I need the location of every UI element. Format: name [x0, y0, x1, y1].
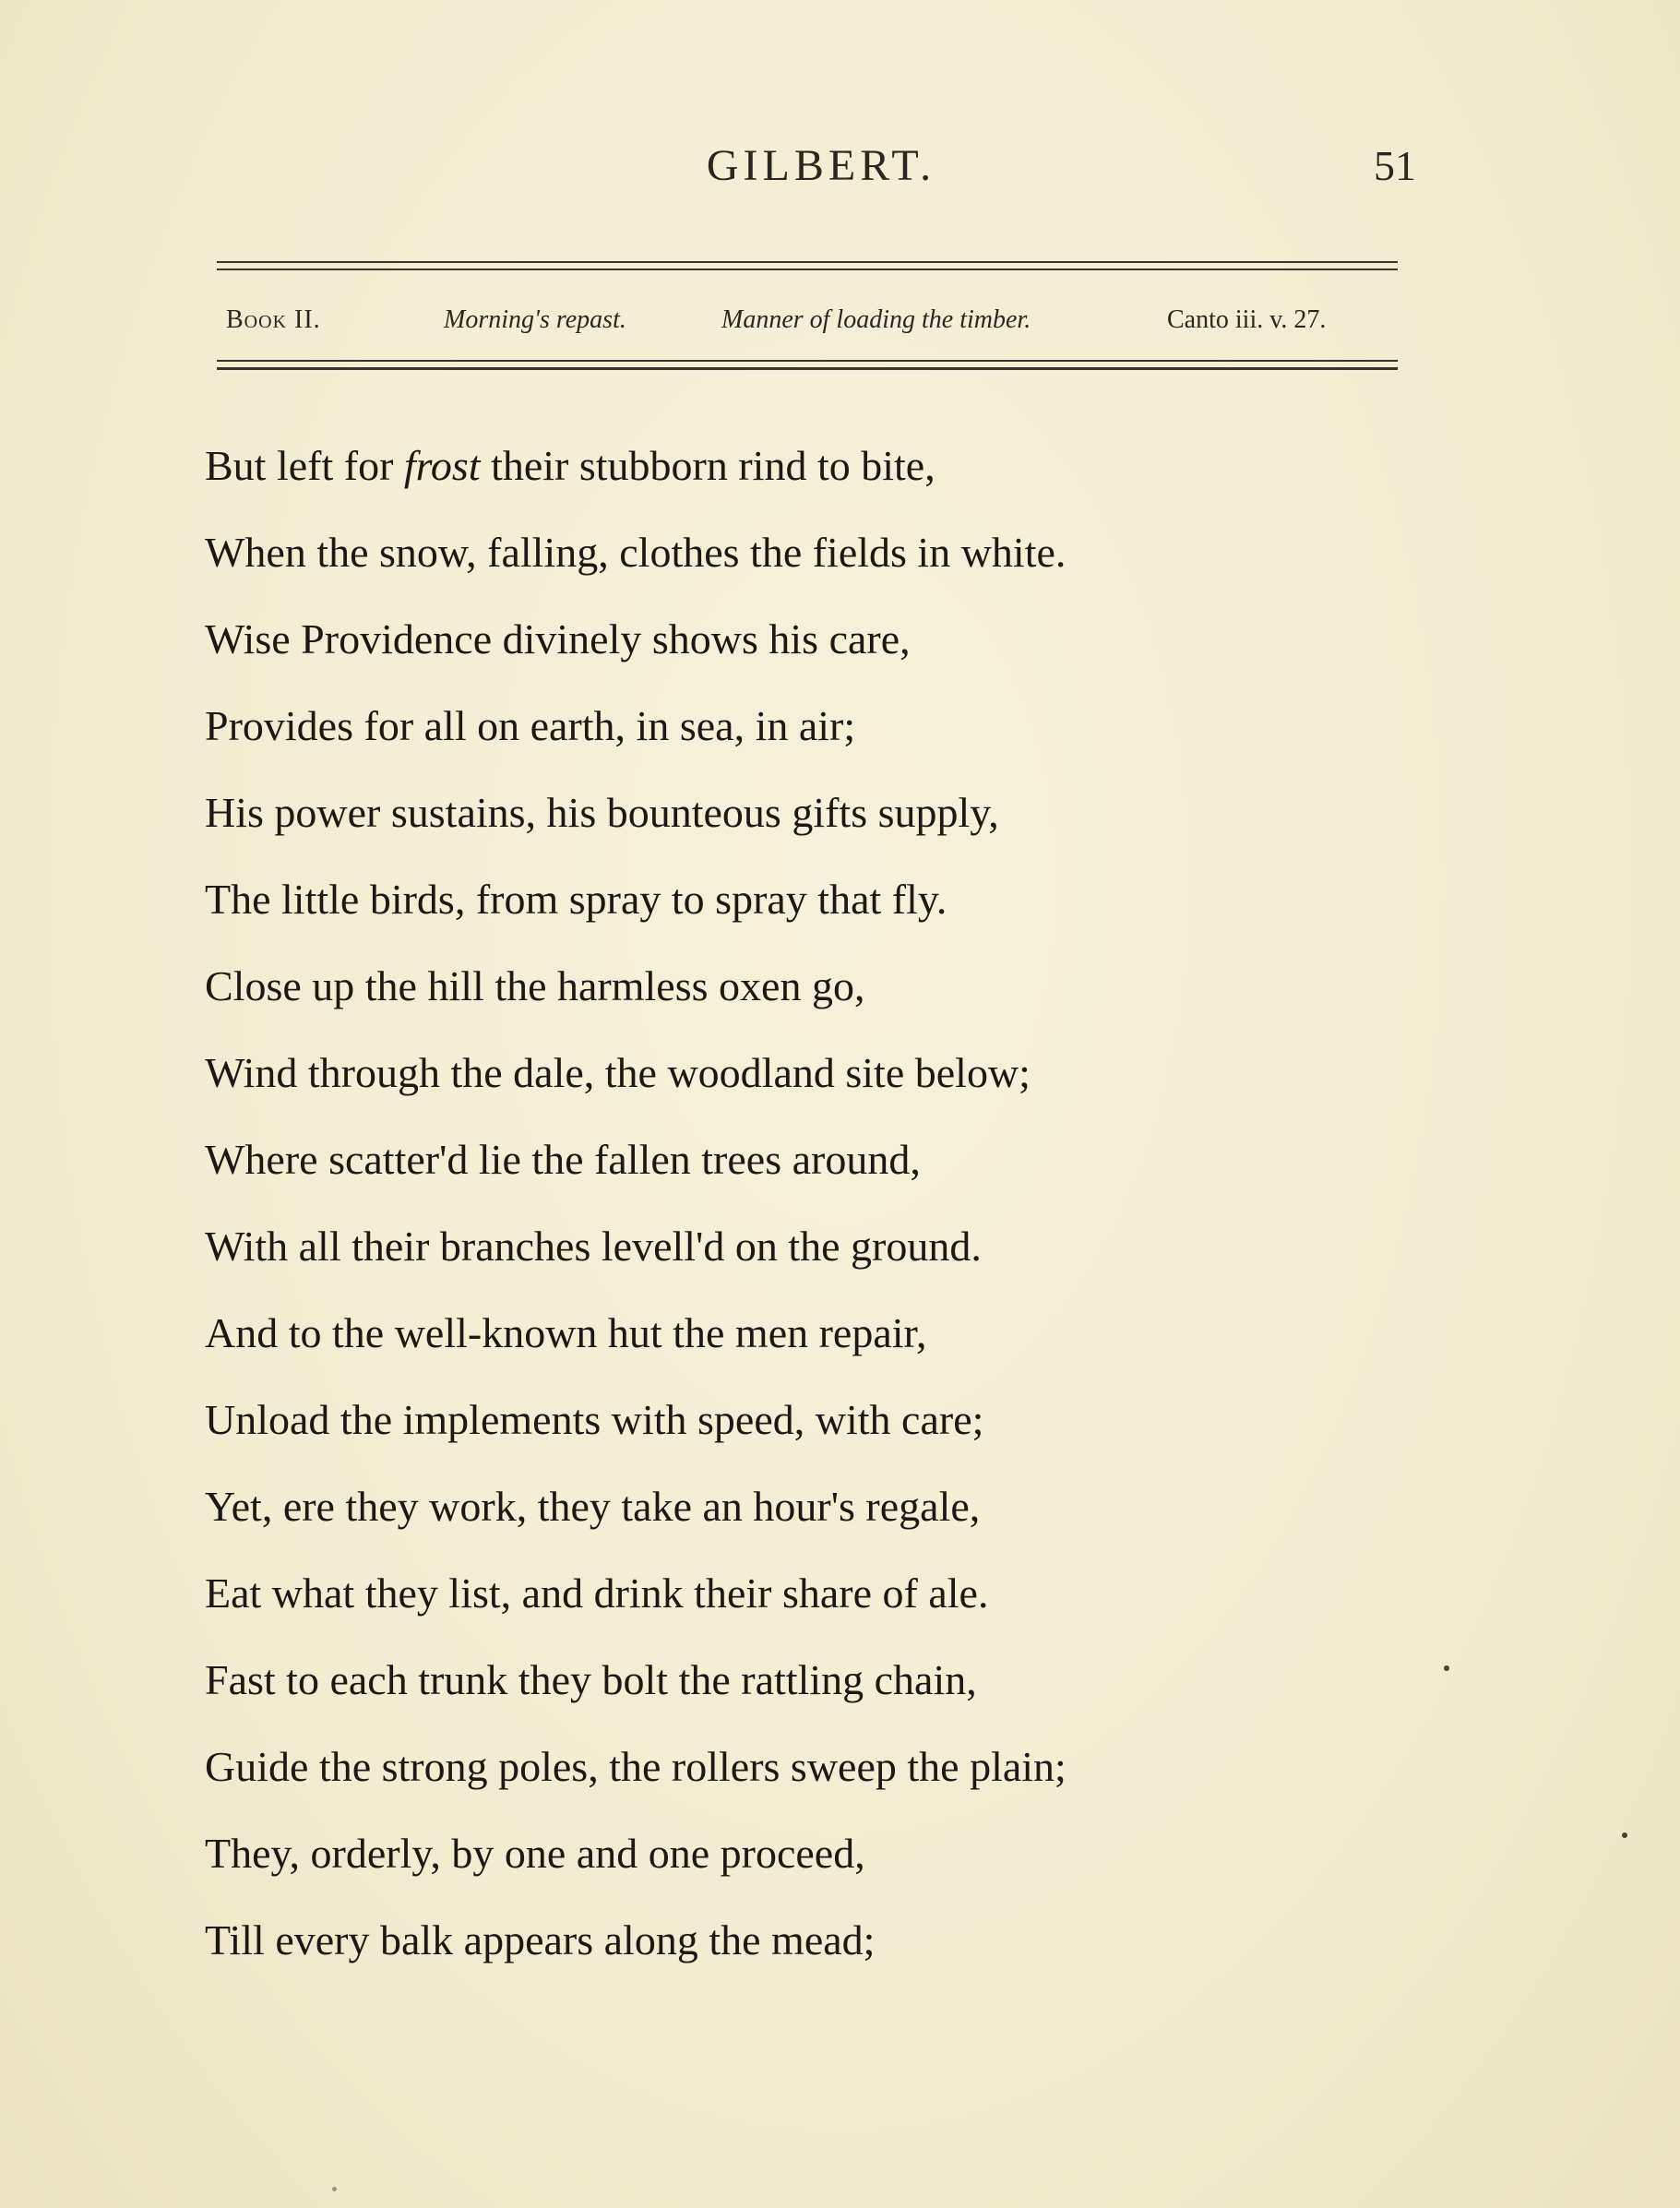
book-label: Book II. — [226, 305, 321, 334]
canto-reference: Canto iii. v. 27. — [1167, 305, 1327, 334]
verse-body — [205, 428, 1478, 1989]
verse-line: With all their branches levell'd on the ground. — [205, 1223, 982, 1270]
verse-line: Unload the implements with speed, with care; — [205, 1396, 984, 1443]
page-number: 51 — [1374, 142, 1416, 189]
verse-line-1: But left for frost their stubborn rind to bite, — [205, 442, 935, 489]
verse-line: The little birds, from spray to spray that fly. — [205, 876, 947, 923]
topic-loading-timber: Manner of loading the timber. — [721, 305, 1031, 334]
verse-line: Fast to each trunk they bolt the rattling chain, — [205, 1656, 977, 1703]
verse-line: Wise Providence divinely shows his care, — [205, 615, 911, 662]
verse-line: Till every balk appears along the mead; — [205, 1916, 876, 1963]
topic-morning-repast: Morning's repast. — [444, 305, 626, 334]
verse-line: They, orderly, by one and one proceed, — [205, 1830, 865, 1877]
paper-speck — [1622, 1832, 1627, 1838]
verse-line: Provides for all on earth, in sea, in air; — [205, 702, 856, 749]
verse-line: Where scatter'd lie the fallen trees around, — [205, 1136, 921, 1183]
paper-speck — [1444, 1665, 1449, 1671]
bottom-rule — [217, 360, 1398, 362]
top-rule-inner — [217, 269, 1398, 270]
verse-line: Wind through the dale, the woodland site below; — [205, 1049, 1031, 1096]
italic-word-frost: frost — [403, 442, 481, 489]
verse-line: Guide the strong poles, the rollers sweep the plain; — [205, 1743, 1066, 1790]
verse-line: His power sustains, his bounteous gifts supply, — [205, 789, 999, 836]
bottom-rule-inner — [217, 367, 1398, 370]
paper-speck — [332, 2187, 337, 2191]
running-head — [0, 129, 1680, 203]
verse-line: Close up the hill the harmless oxen go, — [205, 962, 865, 1009]
running-title: GILBERT. — [706, 141, 936, 190]
top-rule — [217, 261, 1398, 263]
verse-line: And to the well-known hut the men repair, — [205, 1309, 927, 1356]
verse-line: Yet, ere they work, they take an hour's regale, — [205, 1483, 981, 1530]
verse-line: Eat what they list, and drink their share of ale. — [205, 1569, 989, 1617]
verse-line: When the snow, falling, clothes the fields in white. — [205, 529, 1066, 576]
subhead — [226, 297, 1398, 343]
